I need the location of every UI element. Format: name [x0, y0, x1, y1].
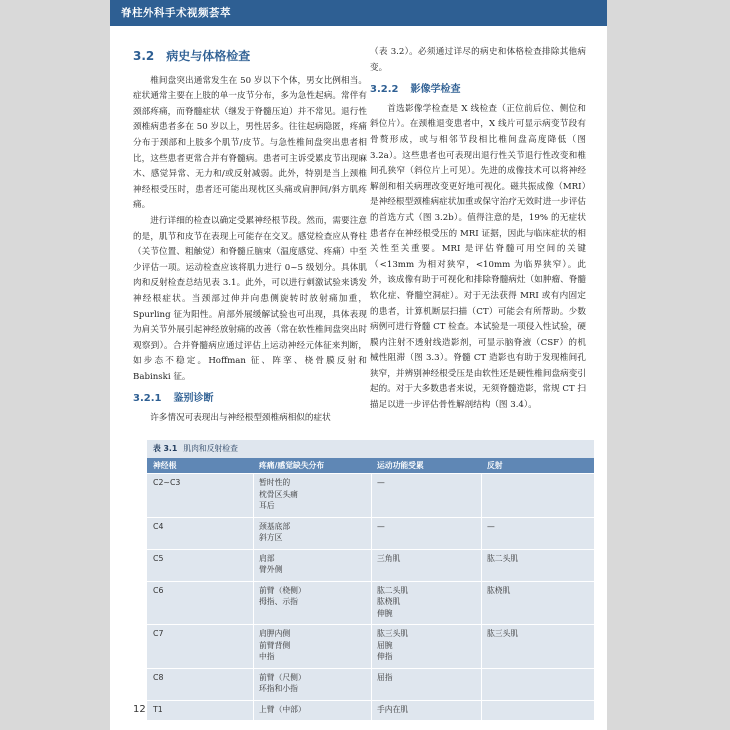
column-divider: [253, 625, 254, 668]
page-number: 12: [133, 704, 146, 715]
subsection-heading: [370, 82, 586, 98]
cell-line: 前臂（尺侧）: [259, 672, 306, 682]
column-header: 神经根: [153, 461, 177, 470]
paragraph: 椎间盘突出通常发生在 50 岁以下个体，男女比例相当。症状通常主要在上肢的单一皮节分布，多为急性起病。常伴有颈部疼痛，而脊髓症状（继发于脊髓压迫）并不常见。退行性颈椎病患者多在 50 岁以上，男性居多。往往起病隐匿，疼痛分布于颈部和上肢多个肌节/皮节。与急性椎间盘突出患者相比，这些患者更常合并有脊髓病。患者可主诉受累皮节出现麻木、感觉异常、无力和/或反射减弱。此外，特别是当上颈椎神经根受压时，患者还可能出现枕区头痛或肩胛间/斜方肌疼痛。: [133, 75, 367, 211]
paragraph: 进行详细的检查以确定受累神经根节段。然而，需要注意的是，肌节和皮节在表现上可能存在交叉。感觉检查应从脊柱（关节位置、粗触觉）和脊髓丘脑束（温度感觉、疼痛）中至少评估一项。运动检查应该将肌力进行 0~5 级划分。具体肌肉和反射检查总结见表 3.1。此外，可以进行刺激试验来诱发神经根症状。当颈部过伸并向患侧旋转时放射痛加重，Spurling 征为阳性。肩部外展缓解试验也可出现，具体表现为肩关节外展引起神经放射痛的改善（常在软性椎间盘突出时观察到）。合并脊髓病应通过评估上运动神经元体征来判断，如步态不稳定。Hoffman 征、阵挛、桡骨膜反射和 Babinski 征。: [133, 215, 367, 382]
subsection-heading: [133, 391, 367, 407]
cell-line: —: [377, 478, 385, 487]
table-cell-motor: [377, 477, 385, 489]
column-header: 运动功能受累: [377, 461, 424, 470]
cell-line: 伸指: [377, 652, 393, 661]
muscle-reflex-table: [147, 440, 594, 720]
paragraph: 首选影像学检查是 X 线检查（正位前后位、侧位和斜位片）。在颈椎退变患者中，X 线片可显示病变节段有骨赘形成，或与相邻节段相比椎间盘高度降低（图 3.2a）。这些患者也可表现出退行性关节退行性改变和椎间孔狭窄（斜位片上可见）。先进的成像技术可以将神经解剖和相关病理改变更好地可视化。磁共振成像（MRI）是神经根型颈椎病症状加重或保守治疗无效时进一步评估的首选方式（图 3.2b）。值得注意的是，19% 的无症状患者存在神经根受压的 MRI 证据，因此与临床症状的相关性至关重要。MRI 是评估脊髓可用空间的关键（<13mm 为相对狭窄，<10mm 为临界狭窄）。此外，该成像有助于可视化和排除脊髓病灶（如肿瘤、脊髓软化症、脊髓空洞症）。对于无法获得 MRI 或有内固定的患者，计算机断层扫描（CT）可能会有所帮助。少数病例可进行脊髓 CT 检查。本试验是一项侵入性试验，硬膜内注射不透射线造影剂，可显示脑脊液（CSF）的机械性阻滞（图 3.3）。脊髓 CT 造影也有助于发现椎间孔狭窄，并辨别神经根受压是由软性还是硬性椎间盘病变引起的。对于大多数患者来说，无须脊髓造影，常规 CT 扫描足以进一步评估骨性解剖结构（图 3.4）。: [370, 103, 586, 411]
column-divider: [371, 701, 372, 721]
table-caption-text: 肌肉和反射检查: [183, 444, 238, 453]
book-title: 脊柱外科手术视频荟萃: [121, 7, 231, 19]
column-divider: [371, 550, 372, 581]
cell-line: 环指和小指: [259, 684, 298, 693]
table-header: [147, 458, 594, 473]
section-number: 3.2: [133, 49, 155, 63]
running-header: [110, 0, 607, 26]
cell-line: 颈基底部: [259, 521, 291, 531]
cell-line: C8: [153, 672, 164, 682]
table-caption: [147, 440, 594, 458]
cell-line: C2~C3: [153, 478, 181, 487]
table-cell-root: [153, 672, 163, 684]
column-divider: [371, 518, 372, 549]
subsection-number: 3.2.2: [370, 84, 399, 96]
column-divider: [481, 518, 482, 549]
table-cell-root: [153, 553, 163, 565]
column-divider: [481, 701, 482, 721]
cell-line: 肱桡肌: [377, 597, 401, 606]
subsection-title: 鉴别诊断: [173, 393, 214, 405]
cell-line: C4: [153, 521, 164, 531]
cell-line: 肱三头肌: [487, 629, 519, 638]
right-column: [370, 45, 586, 414]
column-divider: [481, 474, 482, 517]
table-row: [147, 549, 594, 581]
column-divider: [253, 582, 254, 625]
cell-line: 肱桡肌: [487, 585, 511, 595]
column-divider: [481, 625, 482, 668]
table-cell-pain: [259, 477, 298, 512]
column-divider: [371, 582, 372, 625]
table-row: [147, 581, 594, 625]
table-cell-pain: [259, 704, 306, 716]
cell-line: 斜方区: [259, 533, 283, 542]
table-cell-pain: [259, 585, 306, 608]
table-cell-reflex: [487, 521, 495, 533]
cell-line: 三角肌: [377, 553, 401, 563]
cell-line: 肱二头肌: [377, 585, 409, 595]
column-divider: [253, 550, 254, 581]
cell-line: 前臂（桡侧）: [259, 585, 306, 595]
table-cell-reflex: [487, 585, 510, 597]
column-divider: [371, 474, 372, 517]
table-row: [147, 624, 594, 668]
subsection-title: 影像学检查: [410, 84, 461, 96]
table-cell-motor: [377, 553, 400, 565]
column-divider: [253, 518, 254, 549]
table-cell-root: [153, 585, 163, 597]
table-cell-reflex: [487, 628, 518, 640]
cell-line: C7: [153, 629, 164, 638]
column-divider: [481, 669, 482, 700]
cell-line: 暂时性的: [259, 478, 291, 487]
cell-line: C6: [153, 585, 164, 595]
table-cell-motor: [377, 521, 385, 533]
cell-line: 枕骨区头痛: [259, 489, 298, 499]
paragraph: （表 3.2）。必须通过详尽的病史和体格检查排除其他病变。: [370, 47, 586, 73]
cell-line: 中指: [259, 652, 275, 661]
table-cell-motor: [377, 628, 408, 663]
column-divider: [371, 625, 372, 668]
cell-line: 上臂（中部）: [259, 704, 306, 714]
cell-line: 屈腕: [377, 640, 393, 650]
table-row: [147, 668, 594, 700]
subsection-number: 3.2.1: [133, 393, 162, 405]
table-body: [147, 473, 594, 720]
cell-line: 肱三头肌: [377, 629, 409, 638]
cell-line: 肩部: [259, 553, 275, 563]
section-heading: [133, 49, 367, 65]
table-row: [147, 473, 594, 517]
column-header: 疼痛/感觉缺失分布: [259, 461, 325, 470]
column-divider: [371, 669, 372, 700]
column-header: 反射: [487, 461, 503, 470]
table-cell-pain: [259, 672, 306, 695]
table-cell-pain: [259, 628, 290, 663]
cell-line: 手内在肌: [377, 704, 409, 714]
column-divider: [253, 474, 254, 517]
table-cell-reflex: [487, 553, 518, 565]
table-cell-root: [153, 628, 163, 640]
paragraph: 许多情况可表现出与神经根型颈椎病相似的症状: [150, 413, 331, 424]
cell-line: 拇指、示指: [259, 597, 298, 606]
book-page: [110, 0, 607, 730]
column-divider: [481, 550, 482, 581]
cell-line: —: [487, 521, 495, 531]
left-column: [133, 45, 367, 427]
table-row: [147, 517, 594, 549]
column-divider: [253, 701, 254, 721]
table-cell-pain: [259, 553, 282, 576]
section-title: 病史与体格检查: [166, 49, 251, 63]
cell-line: 肩胛内侧: [259, 629, 291, 638]
table-row: [147, 700, 594, 721]
cell-line: T1: [153, 704, 163, 714]
cell-line: 肱二头肌: [487, 553, 519, 563]
cell-line: 屈指: [377, 672, 393, 682]
table-cell-root: [153, 521, 163, 533]
table-cell-motor: [377, 585, 408, 620]
table-cell-motor: [377, 672, 393, 684]
cell-line: C5: [153, 553, 164, 563]
cell-line: 伸腕: [377, 608, 393, 618]
column-divider: [481, 582, 482, 625]
table-cell-motor: [377, 704, 408, 716]
table-cell-pain: [259, 521, 290, 544]
cell-line: 前臂背侧: [259, 640, 291, 650]
cell-line: 臂外侧: [259, 565, 283, 574]
cell-line: 耳后: [259, 501, 275, 510]
table-cell-root: [153, 477, 180, 489]
column-divider: [253, 669, 254, 700]
table-label: 表 3.1: [153, 444, 178, 453]
cell-line: —: [377, 521, 385, 531]
table-cell-root: [153, 704, 163, 716]
